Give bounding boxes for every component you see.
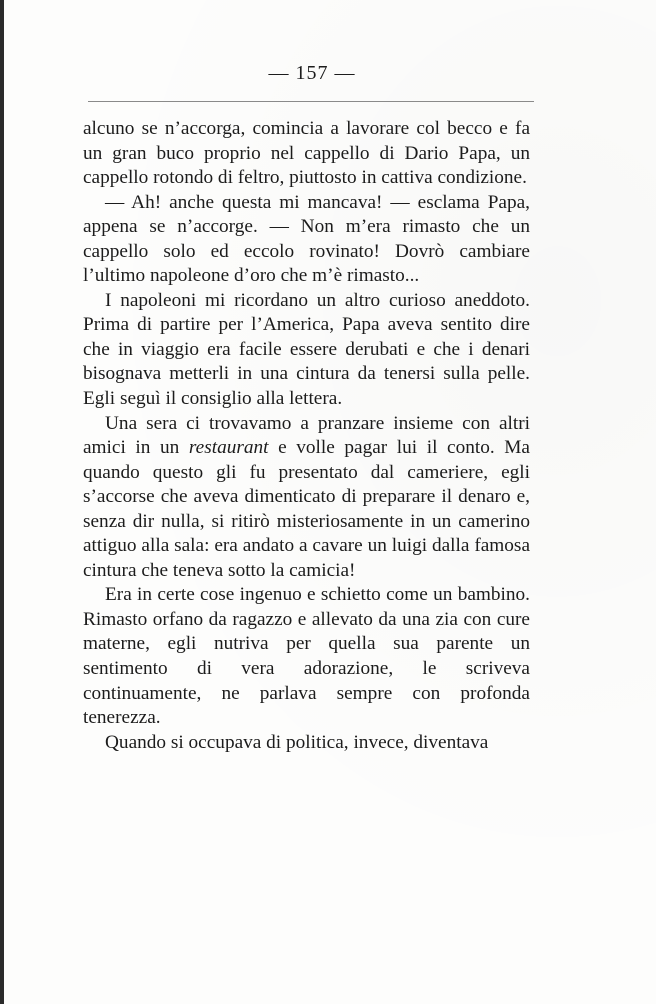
- paragraph: alcuno se n’accorga, comincia a lavorare col becco e fa un gran buco proprio nel cappello di Dario Papa, un cappello rotondo di feltro, piuttosto in cattiva condizione.: [83, 118, 530, 189]
- italic-word: restaurant: [188, 437, 269, 459]
- header-rule: [88, 101, 534, 102]
- paragraph: — Ah! anche questa mi mancava! — esclama Papa, appena se n’accorge. — Non m’era rimasto che un cappello solo ed eccolo rovinato! Dovrò cambiare l’ultimo napoleone d’oro che m’è rimasto...: [83, 191, 530, 287]
- page-number: — 157 —: [268, 62, 356, 84]
- paragraph: [83, 412, 530, 584]
- page-edge-shadow: [0, 0, 4, 1004]
- body-text: [83, 117, 530, 755]
- paragraph-text: e volle pagar lui il conto. Ma quando questo gli fu presentato dal cameriere, egli s’accorse che aveva dimenticato di preparare il denaro e, senza dir nulla, si ritirò misteriosamente in un camerino attiguo alla sala: era andato a cavare un luigi dalla famosa cintura che teneva sotto la camicia!: [83, 437, 530, 581]
- paragraph-text: Una sera ci trovavamo a pranzare insieme con altri amici in un: [83, 412, 530, 459]
- paragraph: Quando si occupava di politica, invece, diventava: [105, 731, 489, 753]
- paragraph: Era in certe cose ingenuo e schietto come un bambino. Rimasto orfano da ragazzo e allevato da una zia con cure materne, egli nutriva per quella sua parente un sentimento di vera adorazione, le scriveva continuamente, ne parlava sempre con profonda tenerezza.: [83, 584, 530, 729]
- paragraph: I napoleoni mi ricordano un altro curioso aneddoto. Prima di partire per l’America, Papa aveva sentito dire che in viaggio era facile essere derubati e che i denari bisognava metterli in una cintura da tenersi sulla pelle. Egli seguì il consiglio alla lettera.: [83, 289, 530, 410]
